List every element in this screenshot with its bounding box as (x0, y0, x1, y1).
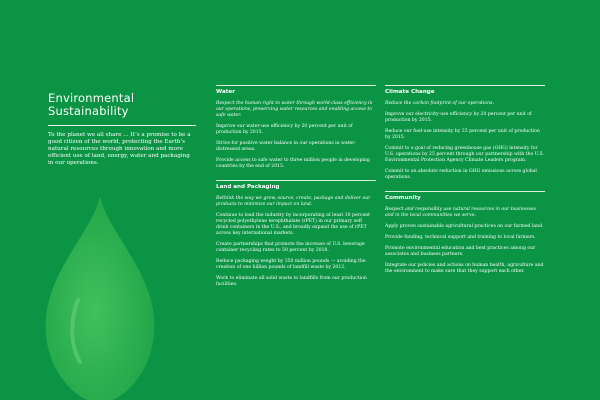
section-item: Provide funding, technical support and training to local farmers. (385, 235, 536, 240)
section-lead: Respect and responsibly use natural resources in our businesses and in the local communities we serve. (385, 207, 537, 218)
water-section (216, 85, 376, 170)
section-item: Commit to an absolute reduction in GHG emissions across global operations. (385, 169, 537, 180)
intro-paragraph: To the planet we all share … It’s a promise to be a good citizen of the world, protecting the Earth’s natural resources through innovation and more efficient use of land, energy, water and packaging in our operations. (48, 132, 191, 166)
section-heading: Community (385, 195, 421, 201)
community-section (385, 191, 545, 275)
title-divider (48, 125, 196, 126)
section-divider (385, 191, 545, 192)
section-item: Work to eliminate all solid waste to landfills from our production facilities. (216, 276, 367, 287)
page-title (48, 92, 196, 118)
intro-column (48, 92, 196, 167)
page-title-line-2: Sustainability (48, 104, 129, 118)
section-lead: Reduce the carbon footprint of our operations. (385, 101, 494, 106)
land-packaging-section (216, 180, 376, 288)
section-divider (385, 85, 545, 86)
section-item: Create partnerships that promote the increase of U.S. beverage container recycling rates to 50 percent by 2018. (216, 242, 365, 253)
climate-change-section (385, 85, 545, 181)
section-item: Improve our water-use efficiency by 20 percent per unit of production by 2015. (216, 124, 353, 135)
section-lead: Rethink the way we grow, source, create, package and deliver our products to minimize our impact on land. (216, 196, 371, 207)
right-column (385, 85, 545, 285)
section-heading: Climate Change (385, 89, 435, 95)
middle-column (216, 85, 376, 298)
section-item: Provide access to safe water to three million people in developing countries by the end of 2015. (216, 158, 370, 169)
section-item: Integrate our policies and actions on human health, agriculture and the environment to make sure that they support each other. (385, 263, 544, 274)
section-item: Continue to lead the industry by incorporating at least 10 percent recycled polyethylene terephthalate (rPET) in our primary soft drink containers in the U.S., and broadly expand the use of rPET across key international markets. (216, 213, 370, 236)
section-item: Promote environmental education and best practices among our associates and business partners. (385, 246, 536, 257)
section-item: Reduce packaging weight by 350 million pounds — avoiding the creation of one billion pounds of landfill waste by 2012. (216, 259, 366, 270)
section-item: Strive for positive water balance in our operations in water-distressed areas. (216, 141, 357, 152)
page-title-line-1: Environmental (48, 91, 135, 105)
water-drop-graphic (0, 0, 200, 400)
section-item: Apply proven sustainable agricultural practices on our farmed land. (385, 224, 544, 229)
section-heading: Water (216, 89, 235, 95)
section-item: Improve our electricity-use efficiency by 20 percent per unit of production by 2015. (385, 112, 532, 123)
section-item: Commit to a goal of reducing greenhouse gas (GHG) intensity for U.S. operations by 25 percent through our partnership with the U.S. Environmental Protection Agency Climate Leaders program. (385, 146, 544, 163)
section-divider (216, 180, 376, 181)
section-heading: Land and Packaging (216, 184, 280, 190)
section-lead: Respect the human right to water through world-class efficiency in our operations, preserving water resources and enabling access to safe water. (216, 101, 373, 118)
section-item: Reduce our fuel-use intensity by 25 percent per unit of production by 2015. (385, 129, 540, 140)
section-divider (216, 85, 376, 86)
